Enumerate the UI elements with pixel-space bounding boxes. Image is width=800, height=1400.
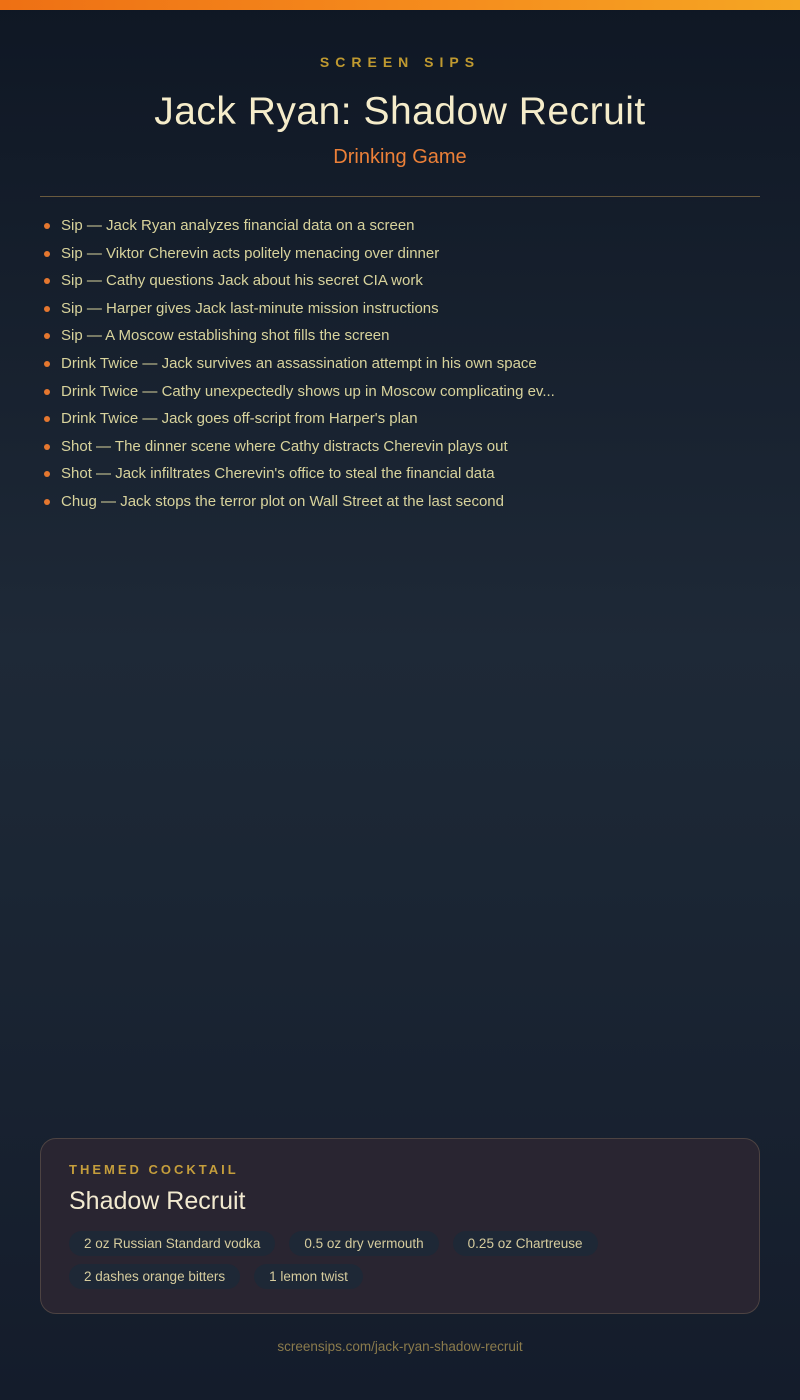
rule-item: [44, 405, 760, 433]
bullet-icon: [44, 251, 50, 257]
rule-item: [44, 433, 760, 461]
brand-label: SCREEN SIPS: [319, 54, 481, 70]
rule-item: [44, 488, 760, 516]
bullet-icon: [44, 471, 50, 477]
rule-text: Drink Twice — Jack survives an assassination attempt in his own space: [61, 354, 537, 372]
page-subtitle: Drinking Game: [333, 146, 467, 168]
bullet-icon: [44, 361, 50, 367]
ingredient-pill: 2 oz Russian Standard vodka: [69, 1231, 275, 1256]
rule-text: Sip — Cathy questions Jack about his secret CIA work: [61, 272, 423, 290]
bullet-icon: [44, 333, 50, 339]
rule-text: Sip — Jack Ryan analyzes financial data on a screen: [61, 217, 415, 234]
page-footer: [0, 1339, 800, 1400]
bullet-icon: [44, 389, 50, 395]
footer-url: screensips.com/jack-ryan-shadow-recruit: [277, 1339, 523, 1354]
ingredient-pill: 2 dashes orange bitters: [69, 1264, 240, 1289]
rule-item: [44, 240, 760, 268]
content-spacer: [0, 516, 800, 1138]
page-header: [0, 10, 800, 169]
rule-item: [44, 322, 760, 350]
header-divider: [40, 196, 760, 197]
rule-item: [44, 350, 760, 378]
bullet-icon: [44, 278, 50, 284]
rule-item: [44, 378, 760, 406]
top-accent-bar: [0, 0, 800, 10]
cocktail-section-label: THEMED COCKTAIL: [69, 1162, 239, 1177]
bullet-icon: [44, 223, 50, 229]
rule-item: [44, 212, 760, 240]
bullet-icon: [44, 444, 50, 450]
rule-text: Shot — The dinner scene where Cathy distracts Cherevin plays out: [61, 437, 508, 455]
ingredient-pill: 1 lemon twist: [254, 1264, 363, 1289]
rule-text: Drink Twice — Cathy unexpectedly shows up in Moscow complicating ev...: [61, 382, 555, 400]
rule-text: Chug — Jack stops the terror plot on Wall Street at the last second: [61, 492, 504, 510]
bullet-icon: [44, 306, 50, 312]
rule-text: Sip — A Moscow establishing shot fills the screen: [61, 327, 390, 345]
bullet-icon: [44, 416, 50, 422]
page-title: Jack Ryan: Shadow Recruit: [154, 90, 646, 133]
rule-text: Shot — Jack infiltrates Cherevin's office to steal the financial data: [61, 465, 495, 483]
cocktail-name: Shadow Recruit: [69, 1187, 246, 1215]
rules-list: [44, 212, 760, 516]
rule-item: [44, 267, 760, 295]
rule-item: [44, 295, 760, 323]
ingredient-pill: 0.5 oz dry vermouth: [289, 1231, 438, 1256]
ingredient-pill: 0.25 oz Chartreuse: [453, 1231, 598, 1256]
ingredient-list: [69, 1231, 731, 1289]
bullet-icon: [44, 499, 50, 505]
cocktail-card: [40, 1138, 760, 1314]
rule-text: Sip — Harper gives Jack last-minute mission instructions: [61, 299, 439, 317]
rule-text: Drink Twice — Jack goes off-script from Harper's plan: [61, 410, 418, 428]
rule-text: Sip — Viktor Cherevin acts politely menacing over dinner: [61, 244, 440, 262]
rule-item: [44, 460, 760, 488]
